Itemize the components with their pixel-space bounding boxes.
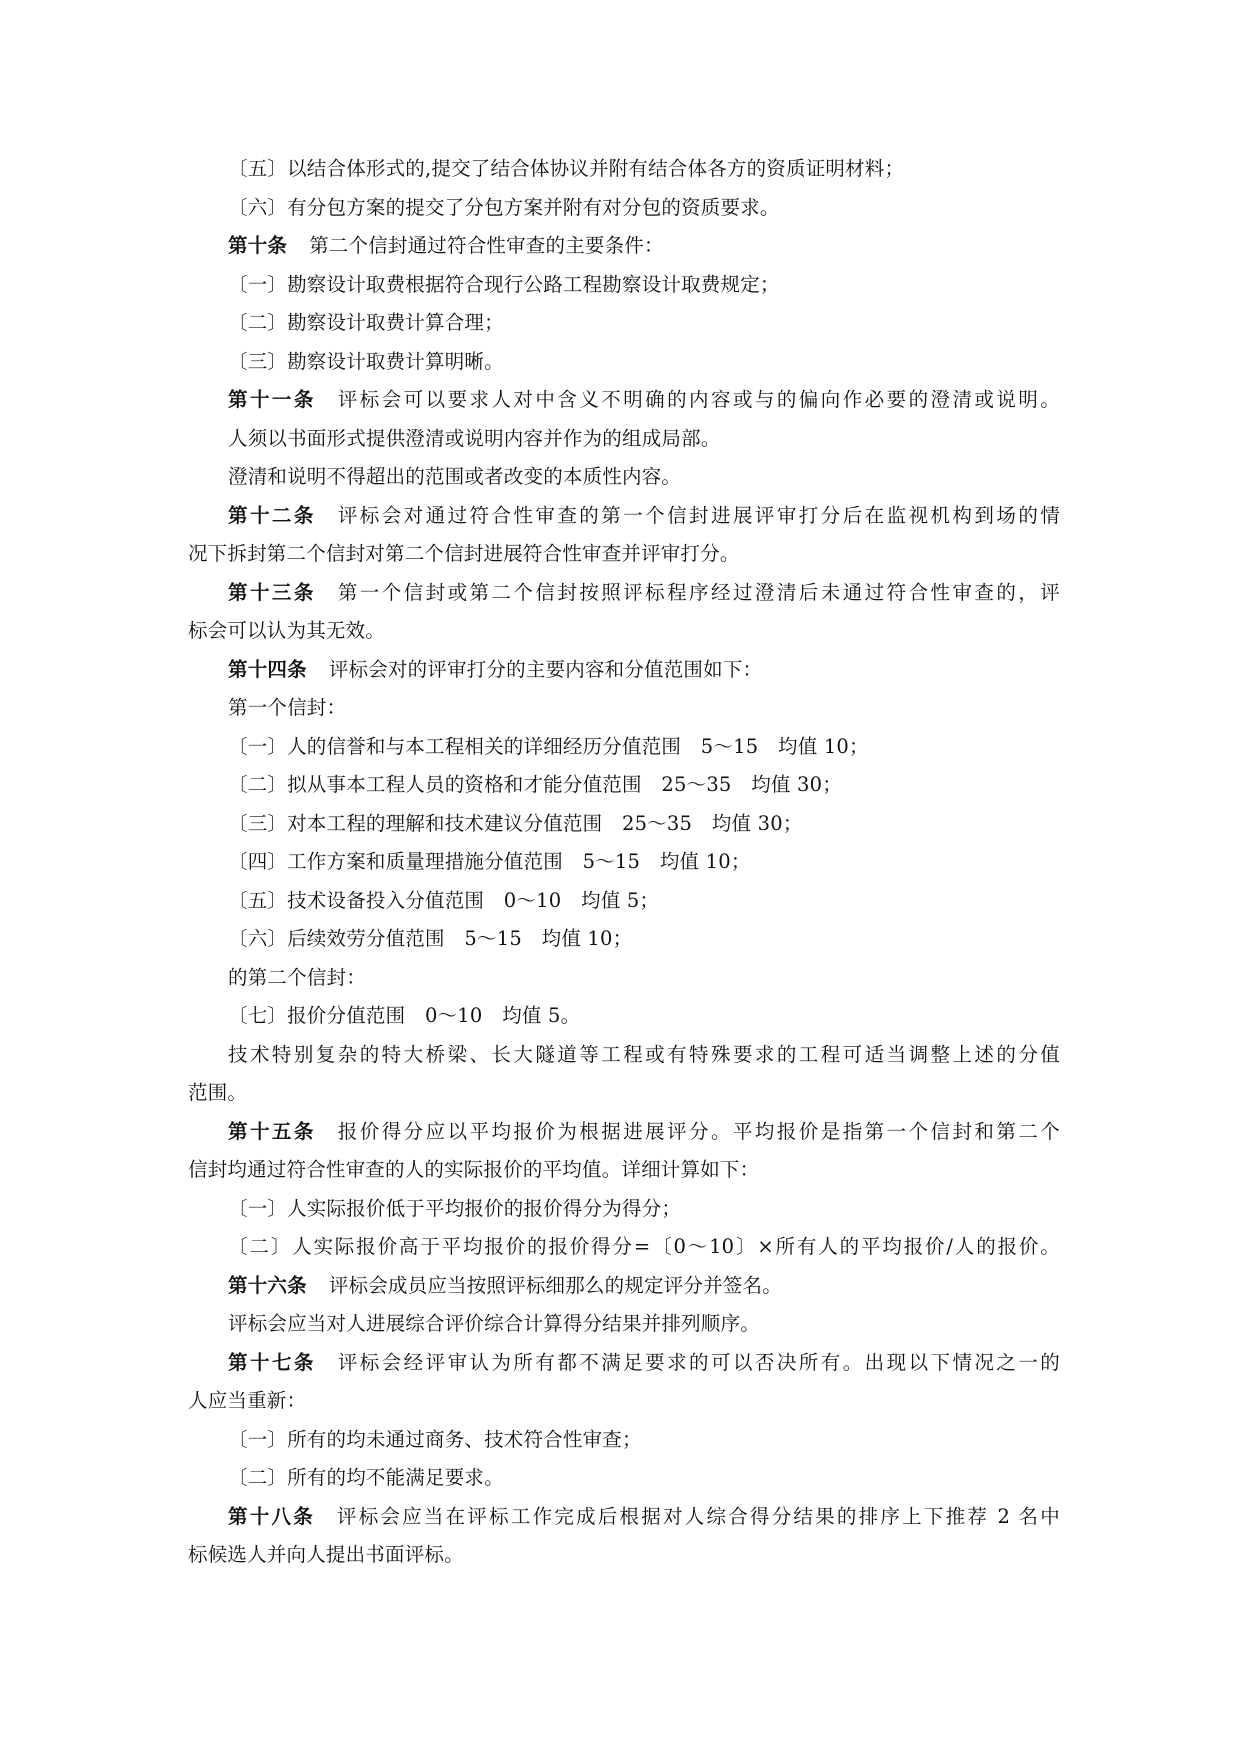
- text-line: [188, 1074, 1060, 1113]
- article-heading: 第十三条: [228, 580, 316, 604]
- line-text: 〔六〕后续效劳分值范围 5～15 均值 10；: [228, 927, 633, 950]
- text-line: [188, 1421, 1060, 1460]
- text-line: [188, 728, 1060, 767]
- line-text: 况下拆封第二个信封对第二个信封进展符合性审查并评审打分。: [188, 542, 740, 565]
- text-line: [188, 882, 1060, 921]
- line-text: 〔一〕所有的均未通过商务、技术符合性审查；: [228, 1427, 642, 1451]
- line-text: 〔二〕勘察设计取费计算合理；: [228, 311, 504, 334]
- line-text: 人须以书面形式提供澄清或说明内容并作为的组成局部。: [228, 426, 721, 450]
- document-body: [188, 150, 1060, 1575]
- line-text: 评标会成员应当按照评标细那么的规定评分并签名。: [328, 1273, 782, 1297]
- line-text: 标会可以认为其无效。: [188, 619, 386, 642]
- line-text: 〔五〕技术设备投入分值范围 0～10 均值 5；: [228, 888, 660, 912]
- text-line: [188, 535, 1060, 574]
- line-text: 评标会经评审认为所有都不满足要求的可以否决所有。出现以下情况之一的: [337, 1350, 1060, 1374]
- article-paragraph-line: [188, 227, 1060, 266]
- text-line: [188, 189, 1060, 228]
- article-paragraph-line: [188, 1267, 1060, 1306]
- line-text: 报价得分应以平均报价为根据进展评分。平均报价是指第一个信封和第二个: [337, 1119, 1060, 1143]
- text-line: [188, 1536, 1060, 1575]
- article-paragraph-line: [188, 1344, 1060, 1383]
- article-paragraph-line: [188, 1113, 1060, 1152]
- text-line: [188, 612, 1060, 651]
- line-text: 〔三〕对本工程的理解和技术建议分值范围 25～35 均值 30；: [228, 811, 803, 835]
- line-text: 〔五〕以结合体形式的,提交了结合体协议并附有结合体各方的资质证明材料；: [228, 157, 905, 180]
- article-paragraph-line: [188, 381, 1060, 420]
- line-text: 技术特别复杂的特大桥梁、长大隧道等工程或有特殊要求的工程可适当调整上述的分值: [228, 1042, 1060, 1066]
- article-heading: 第十七条: [228, 1350, 316, 1374]
- line-text: 〔一〕人实际报价低于平均报价的报价得分为得分；: [228, 1196, 682, 1220]
- text-line: [188, 1459, 1060, 1498]
- text-line: [188, 920, 1060, 959]
- article-paragraph-line: [188, 497, 1060, 536]
- text-line: [188, 997, 1060, 1036]
- line-text: 评标会应当对人进展综合评价综合计算得分结果并排列顺序。: [228, 1312, 760, 1335]
- line-text: 〔一〕勘察设计取费根据符合现行公路工程勘察设计取费规定；: [228, 272, 780, 296]
- line-text: 评标会可以要求人对中含义不明确的内容或与的偏向作必要的澄清或说明。: [337, 388, 1060, 411]
- article-heading: 第十一条: [228, 388, 316, 411]
- text-line: [188, 1228, 1060, 1267]
- line-text: 范围。: [188, 1081, 248, 1104]
- text-line: [188, 1036, 1060, 1075]
- article-heading: 第十条: [228, 234, 288, 257]
- text-line: [188, 689, 1060, 728]
- line-text: 〔二〕所有的均不能满足要求。: [228, 1466, 504, 1489]
- article-paragraph-line: [188, 1498, 1060, 1537]
- text-line: [188, 1190, 1060, 1229]
- line-text: 〔三〕勘察设计取费计算明晰。: [228, 349, 504, 373]
- text-line: [188, 1305, 1060, 1344]
- line-text: 澄清和说明不得超出的范围或者改变的本质性内容。: [228, 465, 682, 488]
- line-text: 标候选人并向人提出书面评标。: [188, 1543, 464, 1566]
- line-text: 〔四〕工作方案和质量理措施分值范围 5～15 均值 10；: [228, 850, 751, 873]
- text-line: [188, 266, 1060, 305]
- line-text: 第一个信封：: [228, 696, 347, 719]
- text-line: [188, 420, 1060, 459]
- line-text: 〔六〕有分包方案的提交了分包方案并附有对分包的资质要求。: [228, 195, 780, 219]
- article-heading: 第十四条: [228, 657, 307, 681]
- line-text: 评标会对的评审打分的主要内容和分值范围如下：: [328, 657, 763, 681]
- text-line: [188, 343, 1060, 382]
- article-heading: 第十二条: [228, 503, 316, 527]
- text-line: [188, 843, 1060, 882]
- line-text: 第一个信封或第二个信封按照评标程序经过澄清后未通过符合性审查的，评: [337, 580, 1060, 604]
- text-line: [188, 458, 1060, 497]
- text-line: [188, 150, 1060, 189]
- line-text: 第二个信封通过符合性审查的主要条件：: [309, 234, 664, 257]
- article-heading: 第十五条: [228, 1119, 316, 1143]
- line-text: 〔七〕报价分值范围 0～10 均值 5。: [228, 1004, 581, 1027]
- line-text: 〔一〕人的信誉和与本工程相关的详细经历分值范围 5～15 均值 10；: [228, 734, 869, 758]
- line-text: 〔二〕人实际报价高于平均报价的报价得分=〔0～10〕×所有人的平均报价/人的报价。: [228, 1235, 1060, 1258]
- article-heading: 第十六条: [228, 1273, 307, 1297]
- line-text: 评标会对通过符合性审查的第一个信封进展评审打分后在监视机构到场的情: [337, 503, 1060, 527]
- line-text: 人应当重新：: [188, 1389, 307, 1412]
- text-line: [188, 766, 1060, 805]
- article-paragraph-line: [188, 651, 1060, 690]
- text-line: [188, 1382, 1060, 1421]
- line-text: 的第二个信封：: [228, 965, 366, 989]
- line-text: 信封均通过符合性审查的人的实际报价的平均值。详细计算如下：: [188, 1158, 760, 1181]
- line-text: 〔二〕拟从事本工程人员的资格和才能分值范围 25～35 均值 30；: [228, 773, 842, 796]
- text-line: [188, 1151, 1060, 1190]
- text-line: [188, 304, 1060, 343]
- text-line: [188, 805, 1060, 844]
- line-text: 评标会应当在评标工作完成后根据对人综合得分结果的排序上下推荐 2 名中: [336, 1504, 1060, 1528]
- article-heading: 第十八条: [228, 1504, 315, 1528]
- article-paragraph-line: [188, 574, 1060, 613]
- text-line: [188, 959, 1060, 998]
